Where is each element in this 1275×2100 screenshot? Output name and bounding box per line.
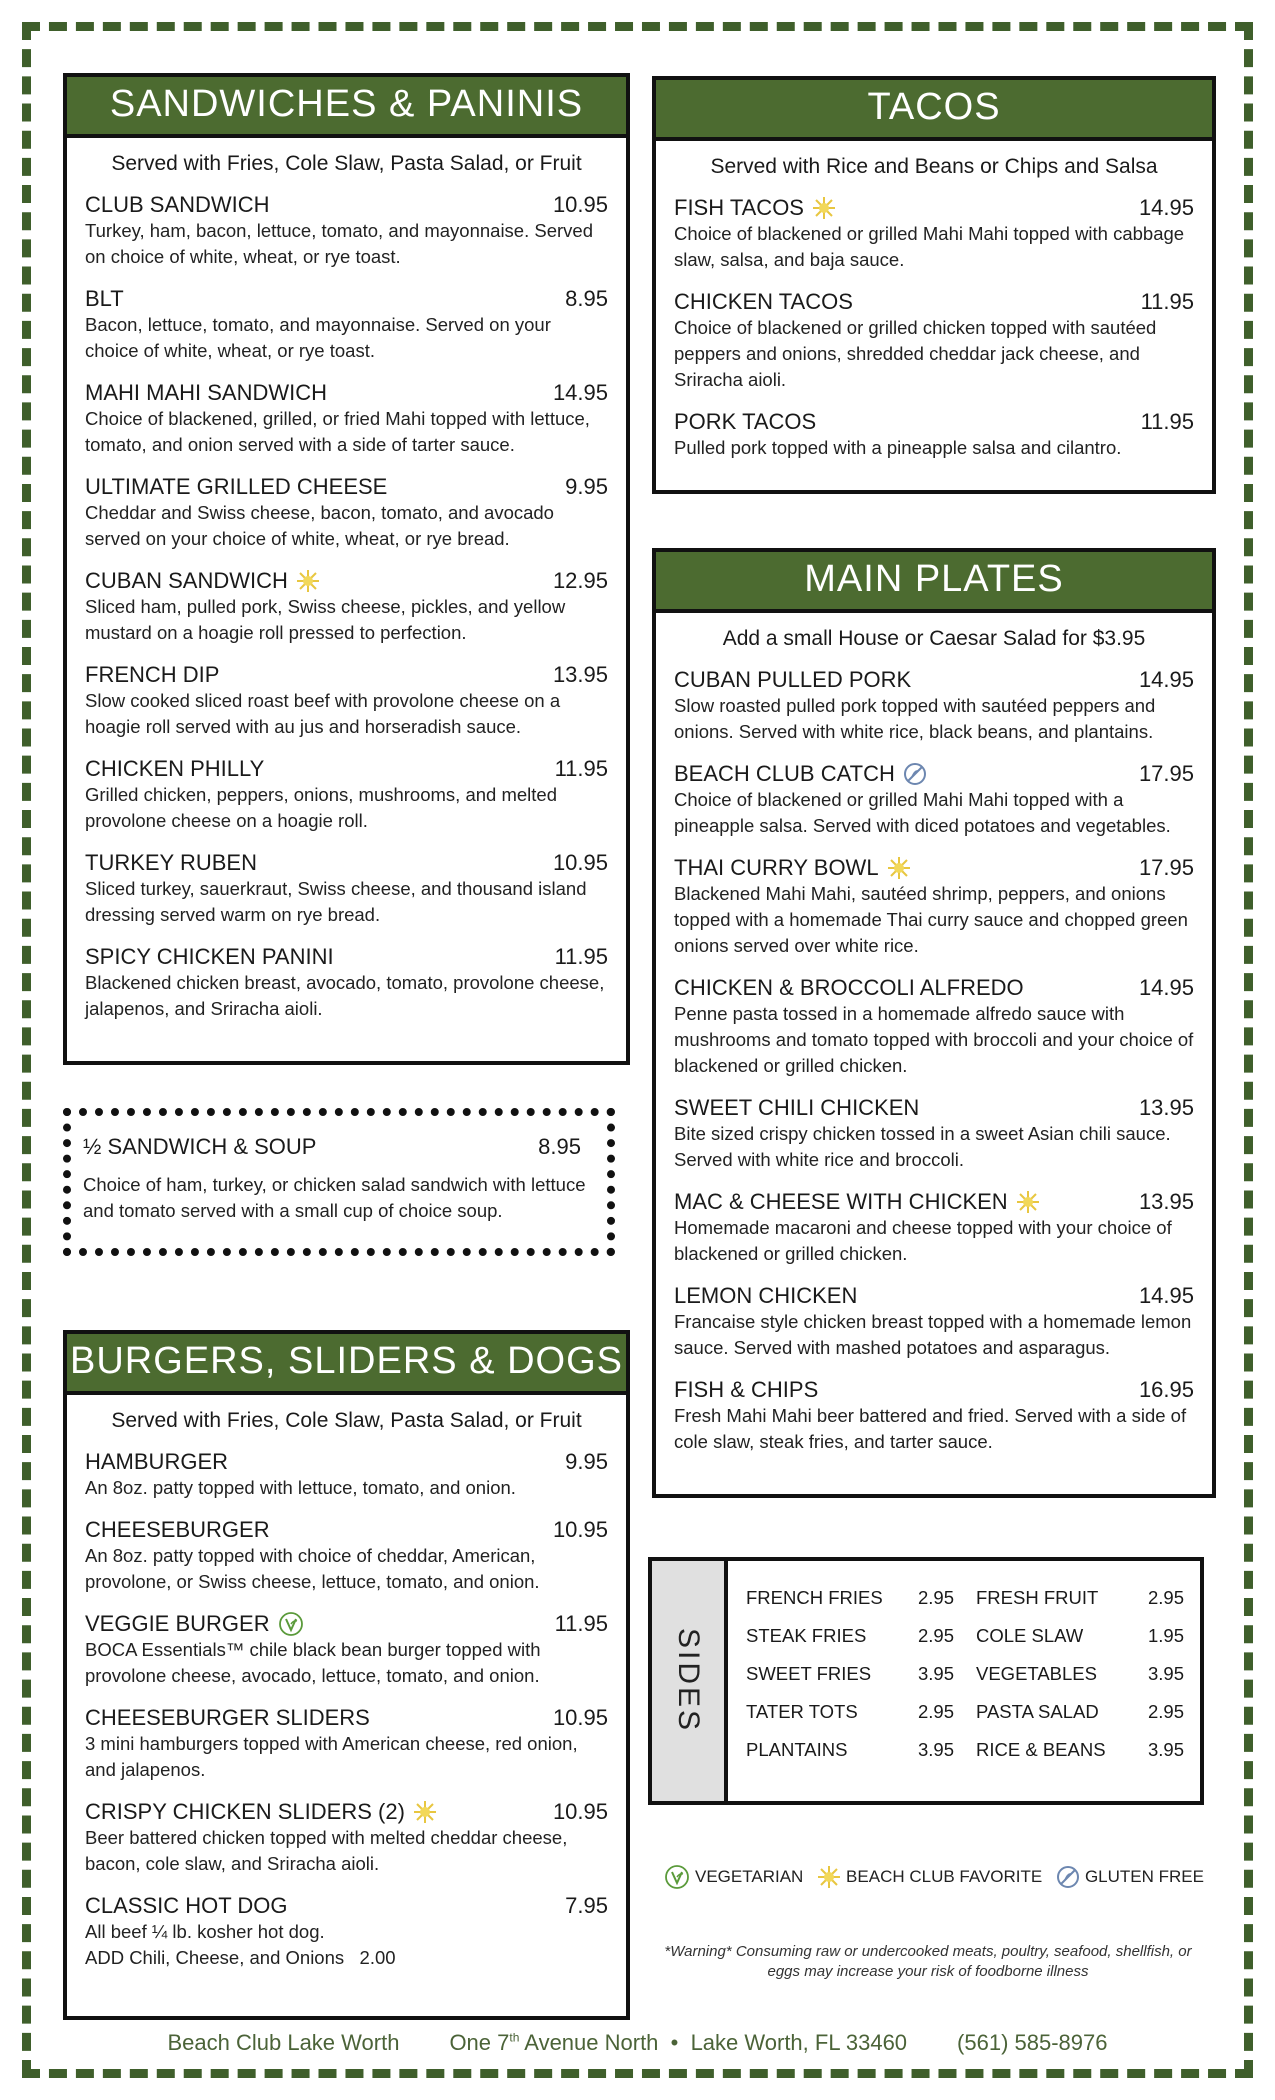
gluten-free-icon xyxy=(1056,1865,1080,1889)
menu-item xyxy=(85,1449,608,1501)
section-subtitle: Served with Fries, Cole Slaw, Pasta Salad, or Fruit xyxy=(111,152,582,175)
side-item xyxy=(976,1701,1184,1723)
side-item-name: STEAK FRIES xyxy=(746,1625,867,1646)
icon-legend xyxy=(664,1864,1204,1890)
burgers-panel xyxy=(63,1330,630,2020)
sandwiches-panel xyxy=(63,73,630,1065)
menu-item-name: CUBAN PULLED PORK xyxy=(674,667,912,692)
legend-favorite: BEACH CLUB FAVORITE xyxy=(817,1864,1042,1890)
menu-item xyxy=(85,192,608,270)
beach-club-favorite-icon xyxy=(817,1865,841,1889)
menu-item-header xyxy=(83,1134,595,1160)
menu-item xyxy=(674,855,1194,959)
menu-item-header xyxy=(85,944,608,970)
menu-item-name: MAC & CHEESE WITH CHICKEN xyxy=(674,1189,1008,1214)
menu-item-description: Turkey, ham, bacon, lettuce, tomato, and mayonnaise. Served on choice of white, wheat, or rye toast. xyxy=(85,220,593,267)
menu-item-price: 14.95 xyxy=(552,380,608,405)
menu-item-list xyxy=(67,192,626,1022)
menu-item-header xyxy=(674,1189,1194,1215)
menu-item xyxy=(674,409,1194,461)
menu-item-price: 11.95 xyxy=(1140,409,1194,434)
legend-gluten-free: GLUTEN FREE xyxy=(1056,1864,1204,1890)
side-item xyxy=(746,1701,954,1723)
side-item xyxy=(746,1625,954,1647)
menu-item-description: Pulled pork topped with a pineapple salsa and cilantro. xyxy=(674,437,1122,458)
menu-item-price: 16.95 xyxy=(1138,1377,1194,1402)
vegetarian-icon xyxy=(664,1864,690,1890)
section-subtitle: Add a small House or Caesar Salad for $3.95 xyxy=(722,627,1146,650)
side-item-price: 2.95 xyxy=(1147,1701,1184,1722)
beach-club-favorite-icon xyxy=(296,569,320,593)
sides-title: SIDES xyxy=(672,1628,705,1734)
side-item-price: 3.95 xyxy=(917,1663,954,1684)
menu-item xyxy=(674,1189,1194,1267)
menu-item-name: SWEET CHILI CHICKEN xyxy=(674,1095,920,1120)
menu-item-name: BLT xyxy=(85,286,124,311)
menu-item-header xyxy=(674,409,1194,435)
side-item-name: FRENCH FRIES xyxy=(746,1587,883,1608)
menu-item-description: An 8oz. patty topped with choice of cheddar, American, provolone, or Swiss cheese, lettuce, tomato, and onion. xyxy=(85,1545,540,1592)
side-item-price: 2.95 xyxy=(917,1701,954,1722)
menu-item-price: 12.95 xyxy=(552,568,608,593)
side-item xyxy=(976,1625,1184,1647)
gluten-free-icon xyxy=(903,762,927,786)
menu-item-description: BOCA Essentials™ chile black bean burger topped with provolone cheese, avocado, lettuce, tomato, and onion. xyxy=(85,1639,541,1686)
menu-item-header xyxy=(85,474,608,500)
side-item-name: PASTA SALAD xyxy=(976,1701,1099,1722)
food-safety-warning: *Warning* Consuming raw or undercooked meats, poultry, seafood, shellfish, or eggs may increase your risk of foodborne illness xyxy=(664,1943,1192,1980)
footer xyxy=(0,2030,1275,2056)
side-item-name: TATER TOTS xyxy=(746,1701,858,1722)
menu-item-header xyxy=(85,756,608,782)
menu-item-description: Bite sized crispy chicken tossed in a sweet Asian chili sauce. Served with white rice and broccoli. xyxy=(674,1123,1171,1170)
menu-item-name: SPICY CHICKEN PANINI xyxy=(85,944,334,969)
menu-item-name: THAI CURRY BOWL xyxy=(674,855,879,880)
section-subtitle: Served with Fries, Cole Slaw, Pasta Salad, or Fruit xyxy=(111,1409,582,1432)
menu-item-name: CRISPY CHICKEN SLIDERS (2) xyxy=(85,1799,405,1824)
menu-item xyxy=(85,1799,608,1877)
menu-item-name: CHICKEN TACOS xyxy=(674,289,853,314)
menu-item-description: Bacon, lettuce, tomato, and mayonnaise. Served on your choice of white, wheat, or rye toast. xyxy=(85,314,551,361)
menu-item-description: Penne pasta tossed in a homemade alfredo sauce with mushrooms and tomato topped with broccoli and your choice of blackened or grilled chicken. xyxy=(674,1003,1194,1076)
side-item xyxy=(976,1587,1184,1609)
menu-item xyxy=(85,850,608,928)
side-item-price: 3.95 xyxy=(1147,1663,1184,1684)
menu-item-name: TURKEY RUBEN xyxy=(85,850,257,875)
menu-item-name: FISH & CHIPS xyxy=(674,1377,819,1402)
menu-item-name: FISH TACOS xyxy=(674,195,804,220)
menu-item-price: 14.95 xyxy=(1138,1283,1194,1308)
menu-item xyxy=(85,474,608,552)
side-item-price: 1.95 xyxy=(1147,1625,1184,1646)
menu-item-header xyxy=(85,286,608,312)
menu-item xyxy=(85,662,608,740)
side-item xyxy=(976,1739,1184,1761)
menu-item-price: 14.95 xyxy=(1138,975,1194,1000)
menu-item-header xyxy=(674,1095,1194,1121)
menu-item-header xyxy=(85,380,608,406)
menu-item xyxy=(674,289,1194,393)
menu-item xyxy=(85,756,608,834)
menu-item-header xyxy=(85,1611,608,1637)
menu-item-header xyxy=(674,289,1194,315)
menu-item-price: 8.95 xyxy=(538,1134,581,1159)
section-subtitle: Served with Rice and Beans or Chips and Salsa xyxy=(710,155,1158,178)
side-item xyxy=(976,1663,1184,1685)
menu-item-description: Blackened Mahi Mahi, sautéed shrimp, peppers, and onions topped with a homemade Thai curry sauce and chopped green onions served over white rice. xyxy=(674,883,1188,956)
menu-item-name: PORK TACOS xyxy=(674,409,817,434)
restaurant-name: Beach Club Lake Worth xyxy=(167,2030,400,2055)
menu-item xyxy=(85,1611,608,1689)
menu-item-name: FRENCH DIP xyxy=(85,662,220,687)
menu-item-header xyxy=(674,1283,1194,1309)
menu-item xyxy=(85,286,608,364)
side-item-price: 2.95 xyxy=(917,1587,954,1608)
menu-item-description: Choice of blackened, grilled, or fried Mahi topped with lettuce, tomato, and onion served with a side of tarter sauce. xyxy=(85,408,590,455)
tacos-panel xyxy=(652,76,1216,494)
menu-item-description: Sliced ham, pulled pork, Swiss cheese, pickles, and yellow mustard on a hoagie roll pressed to perfection. xyxy=(85,596,566,643)
menu-item-name: CHEESEBURGER SLIDERS xyxy=(85,1705,370,1730)
menu-item-description: Choice of blackened or grilled chicken topped with sautéed peppers and onions, shredded cheddar jack cheese, and Sriracha aioli. xyxy=(674,317,1157,390)
menu-item-name: BEACH CLUB CATCH xyxy=(674,761,895,786)
menu-item-price: 11.95 xyxy=(1140,289,1194,314)
menu-item-header xyxy=(674,1377,1194,1403)
menu-item xyxy=(674,761,1194,839)
menu-item-list xyxy=(656,195,1212,461)
menu-item-price: 7.95 xyxy=(565,1893,608,1918)
beach-club-favorite-icon xyxy=(1016,1190,1040,1214)
sides-list xyxy=(728,1561,1200,1801)
side-item-price: 2.95 xyxy=(1147,1587,1184,1608)
side-item-name: PLANTAINS xyxy=(746,1739,848,1760)
menu-item-description: An 8oz. patty topped with lettuce, tomato, and onion. xyxy=(85,1477,516,1498)
menu-item-header xyxy=(85,192,608,218)
menu-item-price: 9.95 xyxy=(565,474,608,499)
menu-item-name: CLUB SANDWICH xyxy=(85,192,270,217)
menu-item-description: Francaise style chicken breast topped with a homemade lemon sauce. Served with mashed potatoes and asparagus. xyxy=(674,1311,1192,1358)
main-plates-panel xyxy=(652,548,1216,1498)
menu-item xyxy=(674,1095,1194,1173)
menu-item-price: 10.95 xyxy=(552,1799,608,1824)
side-item-name: COLE SLAW xyxy=(976,1625,1084,1646)
menu-item-header xyxy=(674,667,1194,693)
menu-item-price: 10.95 xyxy=(552,1705,608,1730)
menu-item-description: Choice of ham, turkey, or chicken salad sandwich with lettuce and tomato served with a small cup of choice soup. xyxy=(83,1174,586,1221)
address: One 7th Avenue North • Lake Worth, FL 33460 xyxy=(449,2030,908,2055)
section-title: MAIN PLATES xyxy=(656,552,1212,613)
side-item-name: FRESH FRUIT xyxy=(976,1587,1099,1608)
menu-item xyxy=(85,1893,608,1971)
menu-item-description: Homemade macaroni and cheese topped with your choice of blackened or grilled chicken. xyxy=(674,1217,1172,1264)
menu-item-addon: ADD Chili, Cheese, and Onions 2.00 xyxy=(85,1947,396,1968)
menu-item-header xyxy=(85,1449,608,1475)
menu-item xyxy=(85,380,608,458)
menu-item-list xyxy=(656,667,1212,1455)
menu-item-name: CLASSIC HOT DOG xyxy=(85,1893,288,1918)
menu-item-description: Cheddar and Swiss cheese, bacon, tomato, and avocado served on your choice of white, wheat, or rye bread. xyxy=(85,502,554,549)
menu-item-description: Choice of blackened or grilled Mahi Mahi topped with cabbage slaw, salsa, and baja sauce. xyxy=(674,223,1185,270)
menu-item-description: Slow roasted pulled pork topped with sautéed peppers and onions. Served with white rice, black beans, and plantains. xyxy=(674,695,1156,742)
side-item xyxy=(746,1663,954,1685)
menu-item-header xyxy=(85,1799,608,1825)
menu-item-header xyxy=(674,195,1194,221)
menu-item xyxy=(674,195,1194,273)
menu-item-description: 3 mini hamburgers topped with American cheese, red onion, and jalapenos. xyxy=(85,1733,578,1780)
menu-item xyxy=(674,1283,1194,1361)
menu-item-header xyxy=(85,662,608,688)
beach-club-favorite-icon xyxy=(812,196,836,220)
menu-item-description: Grilled chicken, peppers, onions, mushrooms, and melted provolone cheese on a hoagie roll. xyxy=(85,784,557,831)
menu-item-header xyxy=(85,850,608,876)
menu-item-name: CHICKEN PHILLY xyxy=(85,756,265,781)
menu-item-name: ½ SANDWICH & SOUP xyxy=(83,1134,317,1159)
menu-item xyxy=(85,568,608,646)
side-item-name: SWEET FRIES xyxy=(746,1663,872,1684)
phone-number: (561) 585-8976 xyxy=(957,2030,1108,2055)
side-item-name: VEGETABLES xyxy=(976,1663,1097,1684)
menu-item-price: 11.95 xyxy=(554,1611,608,1636)
menu-item xyxy=(674,667,1194,745)
menu-item-price: 17.95 xyxy=(1138,761,1194,786)
menu-item-header xyxy=(674,761,1194,787)
menu-item-price: 13.95 xyxy=(1138,1095,1194,1120)
legend-vegetarian: VEGETARIAN xyxy=(664,1864,803,1890)
menu-item-price: 14.95 xyxy=(1138,195,1194,220)
section-title: BURGERS, SLIDERS & DOGS xyxy=(67,1334,626,1395)
menu-item xyxy=(85,1517,608,1595)
beach-club-favorite-icon xyxy=(413,1800,437,1824)
side-item-price: 3.95 xyxy=(917,1739,954,1760)
sandwich-soup-box xyxy=(63,1108,615,1256)
menu-item-description: Fresh Mahi Mahi beer battered and fried. Served with a side of cole slaw, steak fries, and tarter sauce. xyxy=(674,1405,1187,1452)
menu-item-price: 11.95 xyxy=(554,944,608,969)
side-item-price: 2.95 xyxy=(917,1625,954,1646)
menu-item xyxy=(674,1377,1194,1455)
menu-item-name: CHICKEN & BROCCOLI ALFREDO xyxy=(674,975,1024,1000)
menu-item-header xyxy=(674,975,1194,1001)
side-item xyxy=(746,1739,954,1761)
menu-item-name: CHEESEBURGER xyxy=(85,1517,270,1542)
menu-item-price: 11.95 xyxy=(554,756,608,781)
menu-item-price: 9.95 xyxy=(565,1449,608,1474)
menu-item-price: 14.95 xyxy=(1138,667,1194,692)
sides-tab xyxy=(652,1561,728,1801)
vegetarian-icon xyxy=(278,1611,304,1637)
menu-item-price: 13.95 xyxy=(1138,1189,1194,1214)
menu-item-name: ULTIMATE GRILLED CHEESE xyxy=(85,474,388,499)
menu-item xyxy=(85,944,608,1022)
beach-club-favorite-icon xyxy=(887,856,911,880)
sides-panel xyxy=(648,1557,1204,1805)
menu-item-header xyxy=(85,568,608,594)
menu-item-description: All beef ¼ lb. kosher hot dog. xyxy=(85,1921,325,1942)
side-item xyxy=(746,1587,954,1609)
menu-item-name: HAMBURGER xyxy=(85,1449,229,1474)
menu-item-name: VEGGIE BURGER xyxy=(85,1611,270,1636)
side-item-price: 3.95 xyxy=(1147,1739,1184,1760)
menu-item xyxy=(85,1705,608,1783)
menu-item-header xyxy=(85,1517,608,1543)
menu-item-price: 8.95 xyxy=(565,286,608,311)
menu-item-price: 17.95 xyxy=(1138,855,1194,880)
menu-item-price: 10.95 xyxy=(552,850,608,875)
menu-item-header xyxy=(85,1705,608,1731)
menu-item xyxy=(674,975,1194,1079)
menu-item-header xyxy=(85,1893,608,1919)
menu-item-name: MAHI MAHI SANDWICH xyxy=(85,380,327,405)
menu-item-name: LEMON CHICKEN xyxy=(674,1283,858,1308)
menu-item-list xyxy=(67,1449,626,1971)
menu-item-description: Beer battered chicken topped with melted cheddar cheese, bacon, cole slaw, and Sriracha aioli. xyxy=(85,1827,568,1874)
menu-item-name: CUBAN SANDWICH xyxy=(85,568,288,593)
menu-item-description: Slow cooked sliced roast beef with provolone cheese on a hoagie roll served with au jus and horseradish sauce. xyxy=(85,690,561,737)
menu-item-description: Blackened chicken breast, avocado, tomato, provolone cheese, jalapenos, and Sriracha aioli. xyxy=(85,972,605,1019)
side-item-name: RICE & BEANS xyxy=(976,1739,1106,1760)
menu-item-description: Sliced turkey, sauerkraut, Swiss cheese, and thousand island dressing served warm on rye bread. xyxy=(85,878,587,925)
section-title: TACOS xyxy=(656,80,1212,141)
menu-item-description: Choice of blackened or grilled Mahi Mahi topped with a pineapple salsa. Served with diced potatoes and vegetables. xyxy=(674,789,1171,836)
menu-item-price: 10.95 xyxy=(552,192,608,217)
menu-item-header xyxy=(674,855,1194,881)
section-title: SANDWICHES & PANINIS xyxy=(67,77,626,138)
menu-item-price: 10.95 xyxy=(552,1517,608,1542)
menu-item-price: 13.95 xyxy=(552,662,608,687)
